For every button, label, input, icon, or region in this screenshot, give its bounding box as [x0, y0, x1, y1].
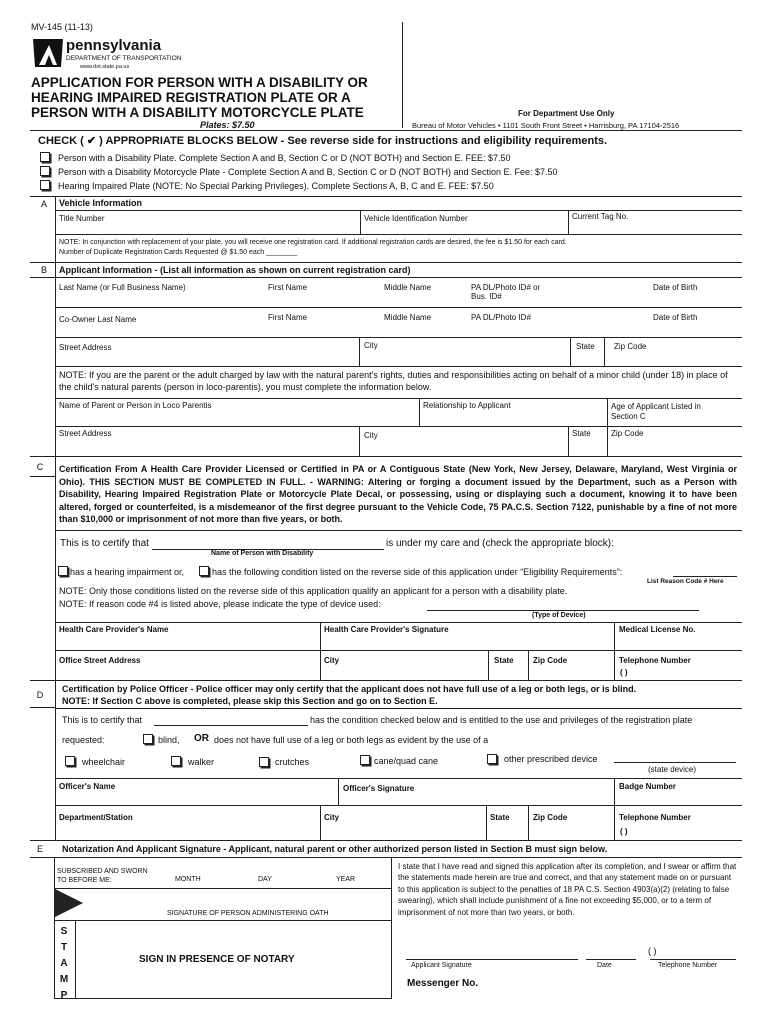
section-b-top-rule — [30, 262, 742, 263]
walker-checkbox[interactable] — [171, 756, 181, 766]
plate-type-label-hearing: Hearing Impaired Plate (NOTE: No Special Parking Privileges). Complete Sections A, B, C and E. FEE: $7.50 — [58, 181, 494, 191]
agency-url: www.dot.state.pa.us — [80, 64, 130, 70]
applicant-phone-field[interactable] — [650, 959, 736, 960]
state-field[interactable]: State — [576, 342, 595, 351]
provider-phone-parens: ( ) — [620, 668, 628, 677]
co-owner-field[interactable]: Co-Owner Last Name — [59, 315, 137, 324]
section-c-divider-1 — [320, 622, 321, 650]
pa-dl-label: PA DL/Photo ID# or — [471, 283, 541, 292]
form-title — [31, 75, 368, 120]
stamp-letter-p: P — [60, 990, 68, 1001]
section-e-letter: E — [36, 844, 43, 854]
provider-phone-field[interactable]: Telephone Number — [619, 656, 691, 665]
section-d-rule-2 — [55, 805, 742, 806]
applicant-date-field[interactable] — [586, 959, 636, 960]
title-number-field[interactable]: Title Number — [59, 214, 105, 223]
device-type-field[interactable] — [427, 610, 699, 611]
hearing-impairment-label: has a hearing impairment or, — [70, 567, 185, 577]
section-c-divider-2 — [614, 622, 615, 680]
plate-type-checkbox-hearing[interactable] — [40, 180, 50, 190]
section-d-divider-1 — [338, 778, 339, 805]
section-b-divider-4 — [419, 398, 420, 426]
office-state-field[interactable]: State — [494, 656, 514, 665]
section-d-top-rule — [30, 680, 742, 681]
section-a-row-rule — [55, 234, 742, 235]
day-field[interactable]: DAY — [258, 876, 272, 883]
section-b-rule-4 — [55, 398, 742, 399]
section-c-divider-5 — [528, 650, 529, 680]
stamp-letter-m: M — [59, 974, 69, 985]
agency-name: pennsylvania — [66, 37, 162, 54]
walker-label: walker — [188, 757, 215, 767]
co-dob-field[interactable]: Date of Birth — [653, 313, 698, 322]
blind-label: blind, — [158, 735, 180, 745]
header-divider — [402, 22, 403, 128]
section-d-divider-5 — [528, 805, 529, 840]
reason-code-field[interactable] — [673, 576, 737, 577]
wheelchair-label: wheelchair — [82, 757, 126, 767]
hearing-impairment-checkbox[interactable] — [58, 566, 68, 576]
section-a-left-rule — [55, 196, 56, 262]
section-d-letter-rule — [30, 707, 55, 708]
section-c-top-rule — [30, 456, 742, 457]
co-middle-name-field[interactable]: Middle Name — [384, 313, 432, 322]
middle-name-field[interactable]: Middle Name — [384, 283, 432, 292]
section-b-title-rule — [30, 277, 742, 278]
section-b-letter: B — [40, 265, 47, 275]
badge-number-field[interactable]: Badge Number — [619, 782, 676, 791]
notary-oath-rule — [54, 920, 392, 921]
header-rule — [30, 130, 742, 131]
oath-signature-field[interactable]: SIGNATURE OF PERSON ADMINISTERING OATH — [167, 910, 329, 917]
officer-zip-field[interactable]: Zip Code — [533, 813, 568, 822]
officer-city-field[interactable]: City — [324, 813, 340, 822]
plate-type-label-motorcycle: Person with a Disability Motorcycle Plate - Complete Section A and B, Section C or D (NOT BOTH) and Section E. Fee: $7.50 — [58, 167, 558, 177]
other-device-label: other prescribed device — [504, 754, 598, 764]
section-a-top-rule — [30, 196, 742, 197]
stamp-letter-a: A — [60, 958, 68, 969]
notary-date-rule — [54, 888, 392, 889]
section-a-divider-2 — [568, 210, 569, 234]
affirmation-statement: I state that I have read and signed this application after its completion, and I swear or affirm that the statements made herein are true and correct, and that any statement made on or pursuant to this application is subject to the penalties of 18 PA C.S. Section 4903(a)(2) (relating to false swearing), which shall include punishment of a fine not exceeding $5,000, or to a term of imprisonment of not more than two years, or both. — [398, 862, 737, 917]
crutches-checkbox[interactable] — [259, 757, 269, 767]
section-c-letter: C — [36, 462, 44, 472]
section-b-rule-2 — [55, 337, 742, 338]
section-d-note: NOTE: If Section C above is completed, please skip this Section and go on to Section E. — [62, 696, 438, 706]
section-b-divider-3 — [604, 337, 605, 366]
pa-dl-field[interactable] — [471, 283, 540, 301]
co-pa-dl-field[interactable]: PA DL/Photo ID# — [471, 313, 531, 322]
notary-arrow-icon — [54, 888, 84, 918]
relationship-field[interactable]: Relationship to Applicant — [423, 401, 511, 410]
officer-certify-label: This is to certify that — [62, 715, 143, 725]
officer-phone-parens: ( ) — [620, 827, 628, 836]
section-b-divider-2 — [570, 337, 571, 366]
current-tag-field[interactable]: Current Tag No. — [572, 212, 629, 221]
parent-street-field[interactable]: Street Address — [59, 429, 112, 438]
penndot-keystone-logo — [31, 37, 65, 69]
condition-checkbox[interactable] — [199, 566, 209, 576]
applicant-phone-parens: ( ) — [648, 946, 657, 956]
under-care-label: is under my care and (check the appropriate block): — [386, 538, 614, 549]
section-c-title-rule — [55, 530, 742, 531]
section-c-letter-rule — [30, 476, 55, 477]
section-d-letter: D — [36, 690, 44, 700]
section-c-divider-3 — [320, 650, 321, 680]
section-b-divider-6 — [359, 426, 360, 456]
subscribed-line-1: SUBSCRIBED AND SWORN — [57, 868, 148, 875]
section-d-divider-4 — [486, 805, 487, 840]
parent-zip-field[interactable]: Zip Code — [611, 429, 644, 438]
section-b-rule-5 — [55, 426, 742, 427]
plate-type-checkbox-motorcycle[interactable] — [40, 166, 50, 176]
last-name-field[interactable]: Last Name (or Full Business Name) — [59, 283, 186, 292]
section-c-note-2: NOTE: If reason code #4 is listed above, please indicate the type of device used: — [59, 599, 381, 609]
messenger-no-field[interactable]: Messenger No. — [407, 978, 479, 989]
wheelchair-checkbox[interactable] — [65, 756, 75, 766]
title-line-2: HEARING IMPAIRED REGISTRATION PLATE OR A — [31, 90, 351, 105]
section-d-rule-1 — [55, 778, 742, 779]
duplicate-cards-field[interactable]: Number of Duplicate Registration Cards Requested @ $1.50 each ________ — [59, 249, 298, 256]
stamp-label — [58, 924, 70, 1004]
officer-certify-post: has the condition checked below and is entitled to the use and privileges of the registration plate — [310, 715, 693, 725]
stamp-letter-t: T — [60, 942, 68, 953]
zip-field[interactable]: Zip Code — [614, 342, 647, 351]
title-line-3: PERSON WITH A DISABILITY MOTORCYCLE PLATE — [31, 105, 364, 120]
medical-license-field[interactable]: Medical License No. — [619, 625, 696, 634]
stamp-letter-s: S — [60, 926, 68, 937]
plate-type-checkbox-disability[interactable] — [40, 152, 50, 162]
bus-id-label: Bus. ID# — [471, 292, 502, 301]
title-line-1: APPLICATION FOR PERSON WITH A DISABILITY OR — [31, 75, 368, 90]
requested-label: requested: — [62, 735, 105, 745]
bureau-address: Bureau of Motor Vehicles • 1101 South Front Street • Harrisburg, PA 17104-2516 — [412, 121, 680, 130]
year-field[interactable]: YEAR — [336, 876, 356, 883]
section-e-top-rule — [30, 840, 742, 841]
dept-use-label: For Department Use Only — [518, 109, 615, 118]
city-field[interactable]: City — [364, 341, 378, 350]
section-b-divider-5 — [607, 398, 608, 426]
other-device-field[interactable] — [614, 762, 736, 763]
section-b-rule-3 — [55, 366, 742, 367]
section-b-divider-8 — [607, 426, 608, 456]
street-field[interactable]: Street Address — [59, 343, 112, 352]
section-c-note-1: NOTE: Only those conditions listed on the reverse side of this application qualify an applicant for a person with a disability plate. — [59, 586, 568, 596]
agency-dept: DEPARTMENT OF TRANSPORTATION — [66, 55, 182, 62]
month-field[interactable]: MONTH — [175, 876, 201, 883]
officer-person-name-field[interactable] — [154, 725, 308, 726]
parent-name-field[interactable]: Name of Parent or Person in Loco Parentis — [59, 401, 212, 410]
form-number: MV-145 (11-13) — [31, 22, 93, 32]
certify-label: This is to certify that — [60, 538, 149, 549]
section-c-certification: Certification From A Health Care Provider Licensed or Certified in PA or A Contiguous State (New York, New Jersey, Delaware, Maryland, West Virginia or Ohio). THIS SECTION MUST BE COMPLETED IN FULL. - WARNING: Altering or forging a document issued by the Department, such as a Person with Disability, Hearing Impaired Registration Plate or Motorcycle Plate Decal, or possessing, using or displaying such a document, knowing it to have been altered, forged or counterfeited, is a misdemeanor of the first degree pursuant to the Vehicle Code, 75 PA.C.S. Section 7122, punishable by a fine of not more than $10,000 or imprisonment of not more than five years, or both. — [59, 464, 737, 524]
section-d-title: Certification by Police Officer - Police officer may only certify that the applicant does not have full use of a leg or both legs, or is blind. — [62, 684, 637, 694]
officer-signature-field[interactable]: Officer's Signature — [343, 784, 415, 793]
applicant-signature-caption: Applicant Signature — [411, 962, 472, 969]
subscribed-line-2: TO BEFORE ME: — [57, 877, 112, 884]
section-b-divider-1 — [359, 337, 360, 366]
provider-signature-field[interactable]: Health Care Provider's Signature — [324, 625, 449, 634]
section-b-note: NOTE: If you are the parent or the adult charged by law with the natural parent's rights, duties and responsibilities acting on behalf of a minor child (under 18) in place of the child's natural parents (person in loco-parentis), you must complete the information below. — [59, 370, 728, 392]
telephone-caption: Telephone Number — [658, 962, 718, 969]
dob-field[interactable]: Date of Birth — [653, 283, 698, 292]
plate-type-label-disability: Person with a Disability Plate. Complete Section A and B, Section C or D (NOT BOTH) and Section E. FEE: $7.50 — [58, 153, 511, 163]
or-label: OR — [194, 733, 209, 744]
section-d-title-rule — [55, 708, 742, 709]
officer-phone-field[interactable]: Telephone Number — [619, 813, 691, 822]
department-field[interactable]: Department/Station — [59, 813, 133, 822]
notary-sign-label: SIGN IN PRESENCE OF NOTARY — [139, 954, 295, 965]
vin-field[interactable]: Vehicle Identification Number — [364, 214, 468, 223]
state-device-caption: (state device) — [648, 765, 697, 774]
section-a-divider-1 — [360, 210, 361, 234]
no-full-use-label: does not have full use of a leg or both legs as evident by the use of a — [214, 735, 489, 745]
date-caption: Date — [597, 962, 612, 969]
device-type-caption: (Type of Device) — [532, 612, 586, 619]
plates-fee: Plates: $7.50 — [200, 120, 255, 130]
section-c-divider-4 — [488, 650, 489, 680]
section-d-divider-2 — [614, 778, 615, 840]
section-b-rule-1 — [55, 307, 742, 308]
office-address-field[interactable]: Office Street Address — [59, 656, 141, 665]
section-a-title: Vehicle Information — [59, 198, 143, 208]
reason-code-caption: List Reason Code # Here — [647, 578, 724, 585]
subscribed-label — [57, 867, 148, 885]
condition-label: has the following condition listed on the reverse side of this application under “Eligibility Requirements”: — [212, 567, 623, 577]
parent-city-field[interactable]: City — [364, 431, 378, 440]
blind-checkbox[interactable] — [143, 734, 153, 744]
section-a-title-rule — [55, 210, 742, 211]
section-e-title: Notarization And Applicant Signature - Applicant, natural parent or other authorized person listed in Section B must sign below. — [62, 844, 608, 854]
section-a-note-1: NOTE: In conjunction with replacement of your plate, you will receive one registration card. If additional registration cards are desired, the fee is $1.50 for each card. — [59, 239, 567, 246]
crutches-label: crutches — [275, 757, 310, 767]
check-heading: CHECK ( ✔ ) APPROPRIATE BLOCKS BELOW - See reverse side for instructions and eligibility requirements. — [38, 135, 608, 147]
cane-label: cane/quad cane — [374, 756, 439, 766]
section-d-left-rule — [55, 680, 56, 840]
section-a-letter: A — [40, 199, 47, 209]
parent-state-field[interactable]: State — [572, 429, 591, 438]
co-first-name-field[interactable]: First Name — [268, 313, 308, 322]
section-b-divider-7 — [568, 426, 569, 456]
provider-name-field[interactable]: Health Care Provider's Name — [59, 625, 169, 634]
first-name-field[interactable]: First Name — [268, 283, 308, 292]
office-zip-field[interactable]: Zip Code — [533, 656, 568, 665]
officer-name-field[interactable]: Officer's Name — [59, 782, 116, 791]
other-device-checkbox[interactable] — [487, 754, 497, 764]
age-field[interactable]: Age of Applicant Listed in Section C — [611, 402, 701, 421]
section-c-left-rule — [55, 456, 56, 680]
person-name-caption: Name of Person with Disability — [211, 550, 314, 557]
applicant-signature-field[interactable] — [406, 959, 578, 960]
section-b-title: Applicant Information - (List all information as shown on current registration card) — [59, 265, 411, 275]
section-c-rule-1 — [55, 622, 742, 623]
section-d-divider-3 — [320, 805, 321, 840]
cane-checkbox[interactable] — [360, 755, 370, 765]
office-city-field[interactable]: City — [324, 656, 340, 665]
section-c-rule-2 — [55, 650, 742, 651]
stamp-divider — [75, 920, 76, 999]
officer-state-field[interactable]: State — [490, 813, 510, 822]
